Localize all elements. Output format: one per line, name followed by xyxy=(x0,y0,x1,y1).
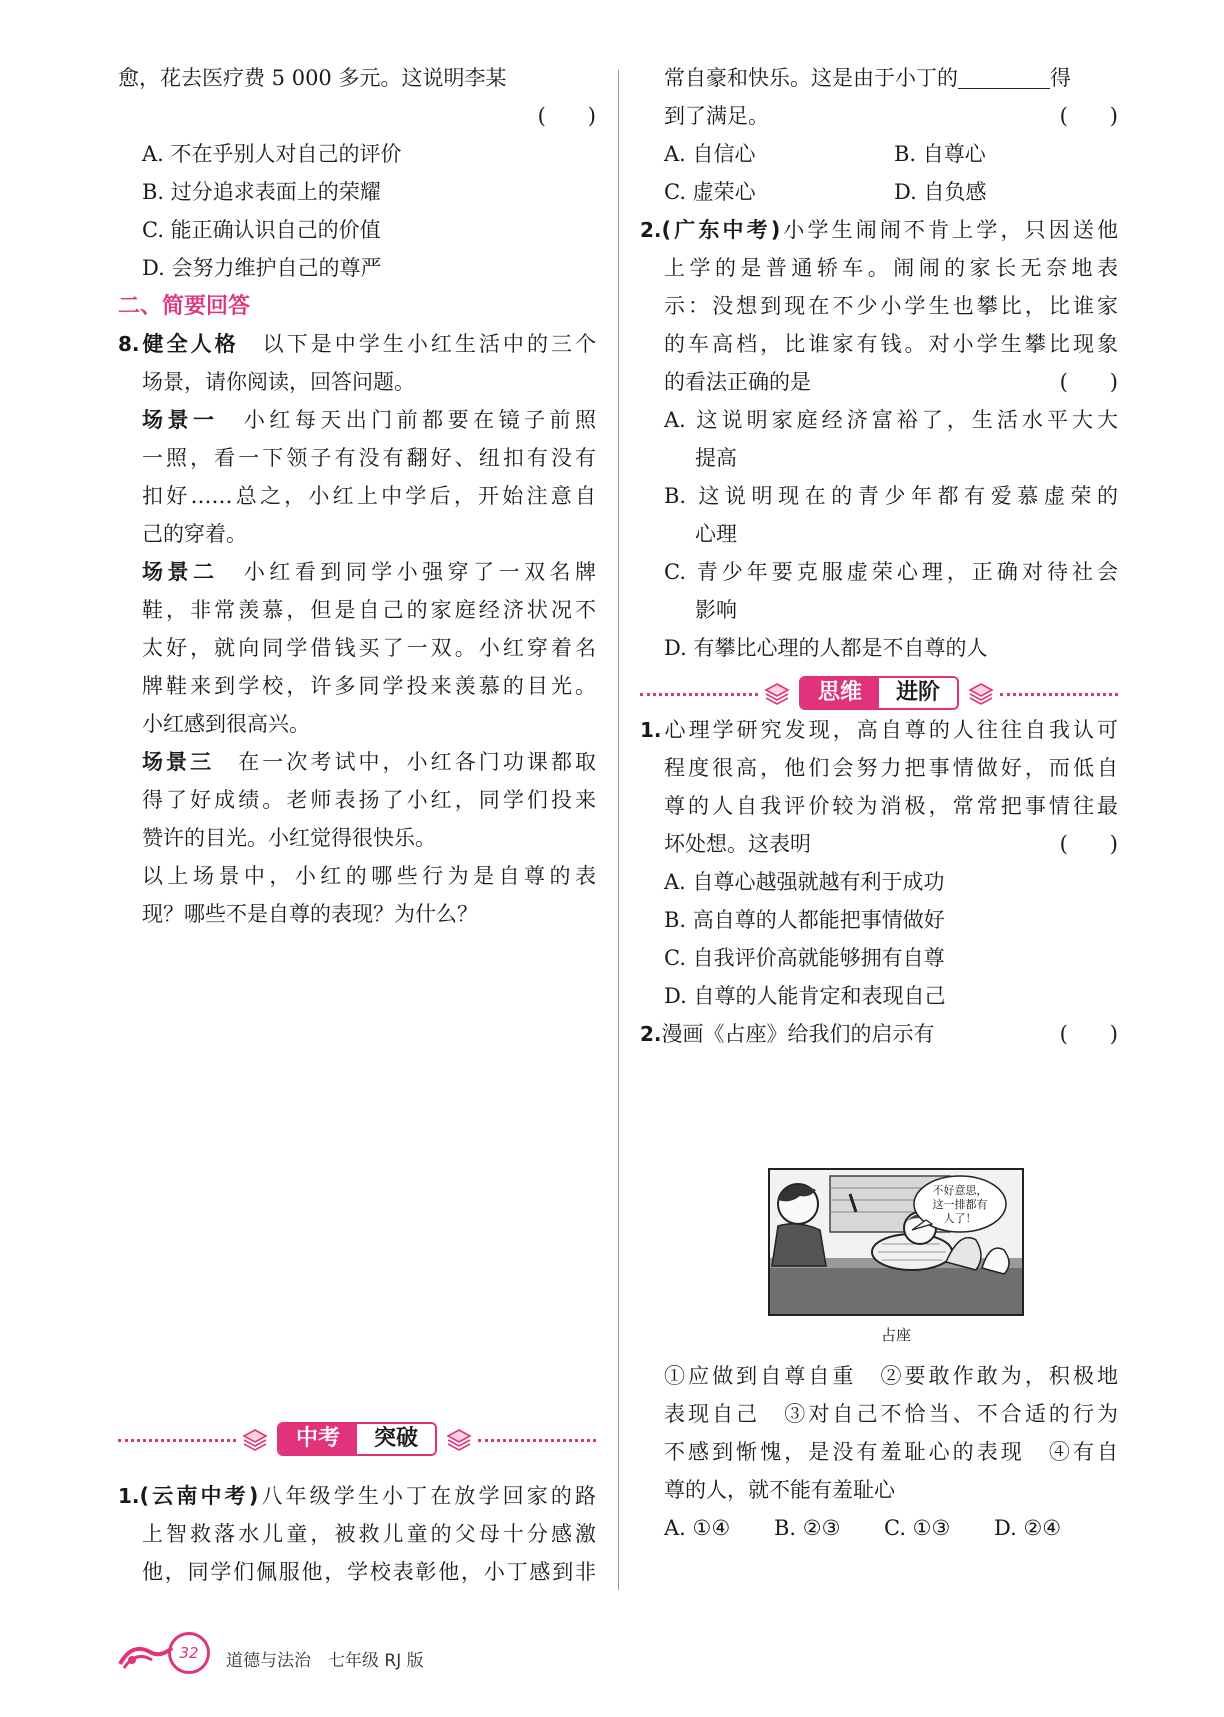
q7-line: 愈，花去医疗费 5 000 多元。这说明李某 xyxy=(118,66,507,90)
scene2-line-4: 牌鞋来到学校，许多同学投来羡慕的目光。 xyxy=(142,674,596,698)
bubble-line-1: 不好意思， xyxy=(932,1184,988,1197)
zk-q2-line-1: 2.(广东中考)小学生闹闹不肯上学，只因送他 xyxy=(640,218,1118,242)
bubble-line-3: 人了！ xyxy=(943,1212,977,1225)
scene2-line-2: 鞋，非常羡慕，但是自己的家庭经济状况不 xyxy=(142,598,596,622)
scene2-line-3: 太好，就向同学借钱买了一双。小红穿着名 xyxy=(142,636,596,660)
page-number: 32 xyxy=(168,1632,210,1674)
zk-q2-option-b: B. 这说明现在的青少年都有爱慕虚荣的 xyxy=(664,484,1118,508)
sw-q2-statement-2: 表现自己 ③对自己不恰当、不合适的行为 xyxy=(664,1402,1118,1426)
zk-q2-line-2: 上学的是普通轿车。闹闹的家长无奈地表 xyxy=(664,256,1118,280)
q7-option-b: B. 过分追求表面上的荣耀 xyxy=(142,180,381,204)
sw-q1-line-4: 坏处想。这表明 ( ) xyxy=(664,832,1118,856)
page-footer xyxy=(118,1620,518,1680)
sw-q2-statement-3: 不感到惭愧，是没有羞耻心的表现 ④有自 xyxy=(664,1440,1118,1464)
q8-question-line-1: 以上场景中，小红的哪些行为是自尊的表 xyxy=(142,864,596,888)
zk-q2-line-5: 的看法正确的是 ( ) xyxy=(664,370,1118,394)
scene1-line-3: 扣好……总之，小红上中学后，开始注意自 xyxy=(142,484,596,508)
sw-q2-option-a: A. ①④ xyxy=(664,1516,731,1540)
sw-q1-option-c: C. 自我评价高就能够拥有自尊 xyxy=(664,946,945,970)
sw-q1-line-2: 程度很高，他们会努力把事情做好，而低自 xyxy=(664,756,1118,780)
zk-q2-line-4: 的车高档，比谁家有钱。对小学生攀比现象 xyxy=(664,332,1118,356)
answer-blank xyxy=(958,66,1050,89)
q8-line-1: 8.健全人格 以下是中学生小红生活中的三个 xyxy=(118,332,597,356)
zk-q1-line-3: 他，同学们佩服他，学校表彰他，小丁感到非 xyxy=(142,1560,596,1584)
sw-q2-statement-4: 尊的人，就不能有羞耻心 xyxy=(664,1478,895,1502)
layers-icon xyxy=(242,1427,268,1453)
banner-label: 思维 进阶 xyxy=(799,676,959,710)
cartoon-illustration xyxy=(770,1170,1022,1314)
layers-icon xyxy=(764,681,790,707)
scene1-line-1: 场景一 小红每天出门前都要在镜子前照 xyxy=(142,408,597,432)
sw-q2-statement-1: ①应做到自尊自重 ②要敢作敢为，积极地 xyxy=(664,1364,1118,1388)
layers-icon xyxy=(446,1427,472,1453)
zk-q2-option-b-cont: 心理 xyxy=(695,522,737,546)
banner-label: 中考 突破 xyxy=(277,1422,437,1456)
scene1-label: 场景一 xyxy=(142,408,219,432)
scene3-line-3: 赞许的目光。小红觉得很快乐。 xyxy=(142,826,436,850)
q7-option-a: A. 不在乎别人对自己的评价 xyxy=(142,142,402,166)
swoosh-logo-icon xyxy=(118,1638,174,1672)
section-title: 二、简要回答 xyxy=(118,294,251,319)
banner-dots-right xyxy=(1000,693,1118,696)
zk-q2-option-d: D. 有攀比心理的人都是不自尊的人 xyxy=(664,636,988,660)
q7-option-c: C. 能正确认识自己的价值 xyxy=(142,218,381,242)
book-title: 道德与法治 七年级 RJ 版 xyxy=(226,1651,424,1671)
sw-q1-line-3: 尊的人自我评价较为消极，常常把事情往最 xyxy=(664,794,1118,818)
banner-dots-left xyxy=(118,1439,236,1442)
scene1-line-4: 己的穿着。 xyxy=(142,522,247,546)
workbook-page: 愈，花去医疗费 5 000 多元。这说明李某 ( ) A. 不在乎别人对自己的评价 B. 过分追求表面上的荣耀 C. 能正确认识自己的价值 D. 会努力维护自己的尊严 二、简要回答 8.健全人格 以下是中学生小红生活中的三个 场景，请你阅读，回答问题。 场景一 小红每天出门前都要在镜子前照 一照，看一下领子有没有翻好、纽扣有没有 扣好……总之，小红上中学后，开始注意自 己的穿着。 场景二 小红看到同学小强穿了一双名牌 鞋，非常羡慕，但是自己的家庭经济状况不 太好，就向同学借钱买了一双。小红穿着名 牌鞋来到学校，许多同学投来羡慕的目光。 小红感到很高兴。 场景三 在一次考试中，小红各门功课都取 得了好成绩。老师表扬了小红，同学们投来 赞许的目光。小红觉得很快乐。 以上场景中，小红的哪些行为是自尊的表 现？哪些不是自尊的表现？为什么？ 中考 突破 1.(云南中考)八年级学生小丁在放学回家的路 上智救落水儿童，被救儿童的父母十分感激 他，同学们佩服他，学校表彰他，小丁感到非 常自豪和快乐。这是由于小丁的 得 到了满足。 ( ) A. 自信心 B. 自尊心 C. 虚荣心 D. 自负感 2.(广东中考)小学生闹闹不肯上学，只因送他 上学的是普通轿车。闹闹的家长无奈地表 示：没想到现在不少小学生也攀比，比谁家 的车高档，比谁家有钱。对小学生攀比现象 的看法正确的是 ( ) A. 这说明家庭经济富裕了，生活水平大大 提高 B. 这说明现在的青少年都有爱慕虚荣的 心理 C. 青少年要克服虚荣心理，正确对待社会 影响 D. 有攀比心理的人都是不自尊的人 思维 进阶 1.心理学研究发现，高自尊的人往往自我认可 程度很高，他们会努力把事情做好，而低自 尊的人自我评价较为消极，常常把事情往最 坏处想。这表明 ( ) A. 自尊心越强就越有利于成功 B. 高自尊的人都能把事情做好 C. 自我评价高就能够拥有自尊 D. 自尊的人能肯定和表现自己 2.漫画《占座》给我们的启示有 ( ) 不好意思， 这一排都有 人了！ 占座 ①应做到自尊自重 ②要敢作敢为，积极地 表现自己 ③对自己不恰当、不合适的行为 不感到惭愧，是没有羞耻心的表现 ④有自 尊的人，就不能有羞耻心 A. ①④ B. ②③ C. ①③ D. ②④ 32 道德与法治 七年级 RJ 版 xyxy=(0,0,1224,1717)
scene3-line-2: 得了好成绩。老师表扬了小红，同学们投来 xyxy=(142,788,596,812)
scene2-label: 场景二 xyxy=(142,560,219,584)
layers-icon xyxy=(968,681,994,707)
sw-q1-option-a: A. 自尊心越强就越有利于成功 xyxy=(664,870,945,894)
sw-q2-line: 2.漫画《占座》给我们的启示有 ( ) xyxy=(640,1022,1118,1046)
zk-q2-line-3: 示：没想到现在不少小学生也攀比，比谁家 xyxy=(664,294,1118,318)
zk-q2-option-a: A. 这说明家庭经济富裕了，生活水平大大 xyxy=(664,408,1118,432)
bubble-line-2: 这一排都有 xyxy=(932,1198,988,1211)
scene2-line-1: 场景二 小红看到同学小强穿了一双名牌 xyxy=(142,560,597,584)
sw-q1-option-b: B. 高自尊的人都能把事情做好 xyxy=(664,908,945,932)
q8-question-line-2: 现？哪些不是自尊的表现？为什么？ xyxy=(142,902,478,926)
banner-dots-left xyxy=(640,693,758,696)
zk-q1-source: (云南中考) xyxy=(139,1484,259,1508)
sw-q1-line-1: 1.心理学研究发现，高自尊的人往往自我认可 xyxy=(640,718,1118,742)
q8-tag: 健全人格 xyxy=(139,332,239,356)
zk-q1-option-b: B. 自尊心 xyxy=(894,142,986,166)
banner-siwei xyxy=(640,674,1118,714)
banner-zhongkao xyxy=(118,1420,596,1460)
sw-q2-option-c: C. ①③ xyxy=(884,1516,951,1540)
scene2-line-5: 小红感到很高兴。 xyxy=(142,712,310,736)
zk-q1-line-2: 上智救落水儿童，被救儿童的父母十分感激 xyxy=(142,1522,596,1546)
zk-q2-option-c: C. 青少年要克服虚荣心理，正确对待社会 xyxy=(664,560,1118,584)
scene1-line-2: 一照，看一下领子有没有翻好、纽扣有没有 xyxy=(142,446,596,470)
zk-q2-option-c-cont: 影响 xyxy=(695,598,737,622)
column-divider xyxy=(618,70,619,1590)
sw-q2-option-d: D. ②④ xyxy=(994,1516,1062,1540)
cartoon-seat-hogging xyxy=(768,1168,1024,1316)
sw-q2-option-b: B. ②③ xyxy=(774,1516,841,1540)
zk-q1-option-c: C. 虚荣心 xyxy=(664,180,756,204)
zk-q1-option-a: A. 自信心 xyxy=(664,142,756,166)
zk-q2-option-a-cont: 提高 xyxy=(695,446,737,470)
scene3-label: 场景三 xyxy=(142,750,215,774)
q7-option-d: D. 会努力维护自己的尊严 xyxy=(142,256,382,280)
zk-q1-cont-line-2: 到了满足。 ( ) xyxy=(664,104,1118,128)
sw-q1-option-d: D. 自尊的人能肯定和表现自己 xyxy=(664,984,946,1008)
banner-dots-right xyxy=(478,1439,596,1442)
cartoon-caption: 占座 xyxy=(880,1326,911,1344)
zk-q1-line-1: 1.(云南中考)八年级学生小丁在放学回家的路 xyxy=(118,1484,596,1508)
zk-q1-option-d: D. 自负感 xyxy=(894,180,987,204)
scene3-line-1: 场景三 在一次考试中，小红各门功课都取 xyxy=(142,750,597,774)
q8-line-2: 场景，请你阅读，回答问题。 xyxy=(142,370,415,394)
zk-q2-source: (广东中考) xyxy=(661,218,781,242)
zk-q1-cont-line-1: 常自豪和快乐。这是由于小丁的 得 xyxy=(664,66,1071,90)
